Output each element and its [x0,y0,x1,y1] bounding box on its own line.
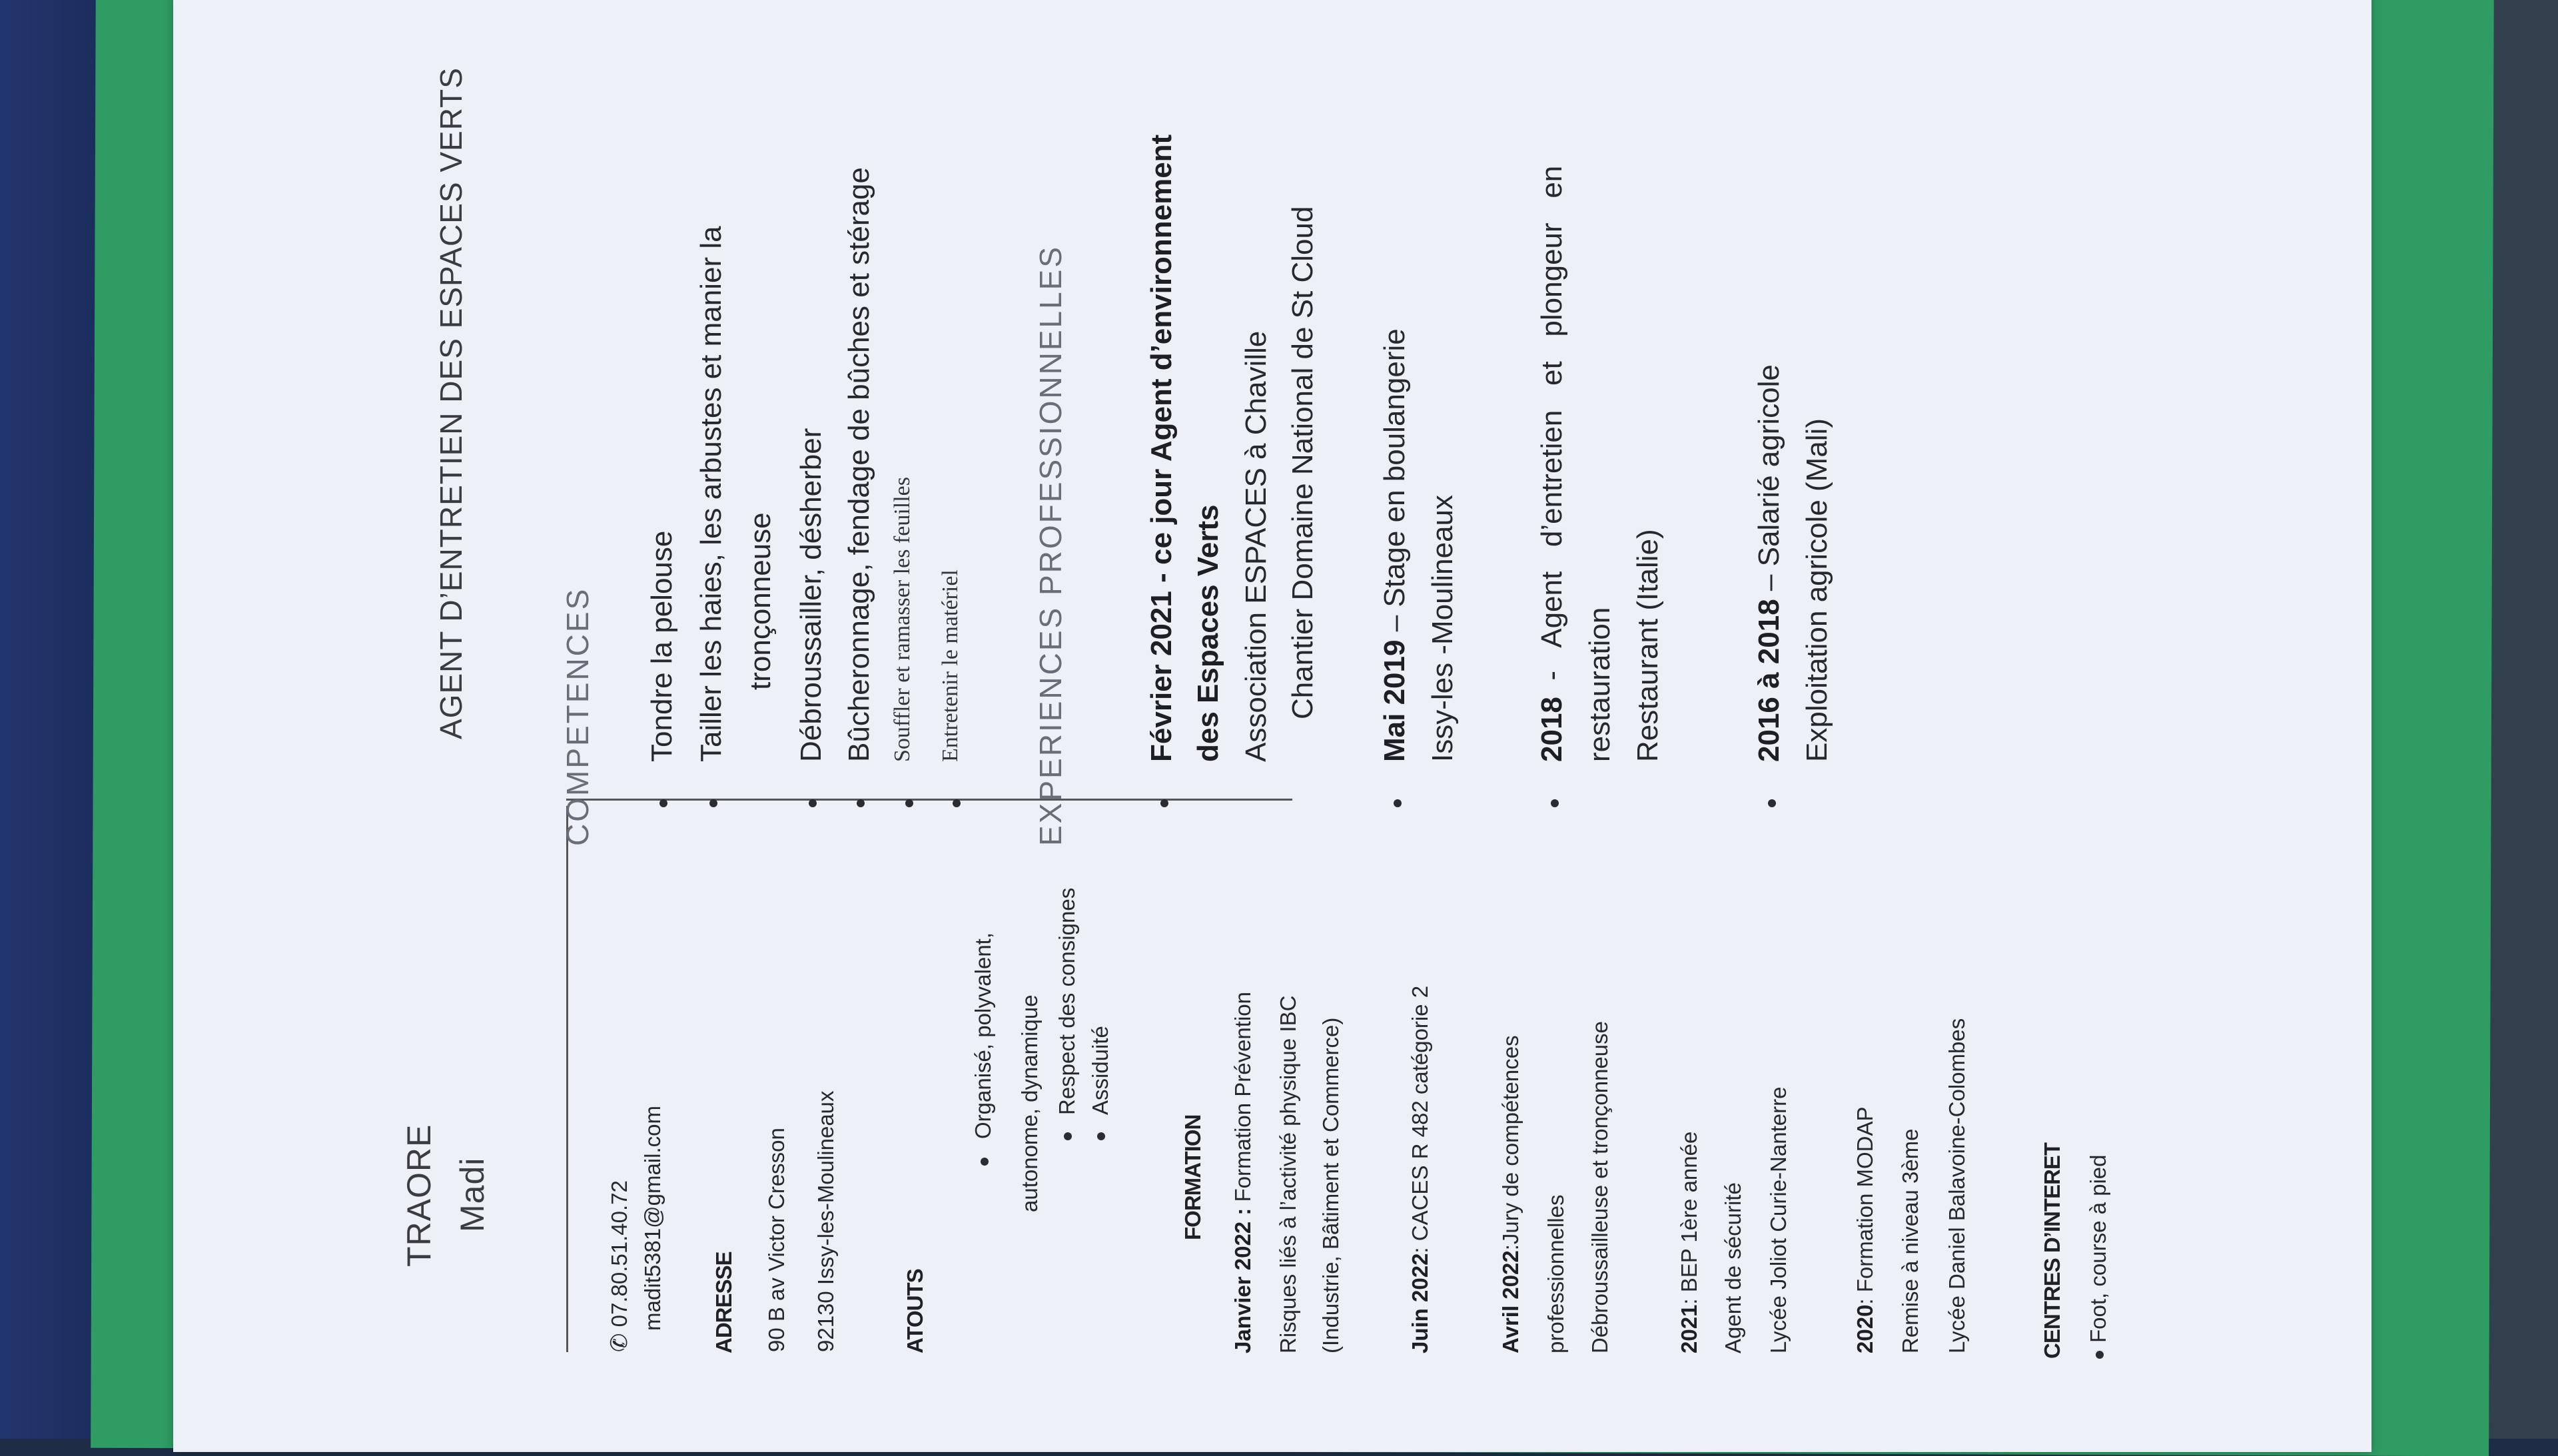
experience-1-title-line2: des Espaces Verts [1192,504,1224,762]
phone-number: 07.80.51.40.72 [607,1180,632,1327]
competences-heading: COMPETENCES [560,587,595,846]
experience-3-date: 2018 [1535,697,1568,762]
competence-1: Tondre la pelouse [645,530,678,762]
formation-1-line3: (Industrie, Bâtiment et Commerce) [1318,1017,1343,1353]
experience-4-line2: Exploitation agricole (Mali) [1801,418,1833,762]
address-line1: 90 B av Victor Cresson [764,1128,789,1352]
experience-1-line1 [1139,135,1184,762]
experience-2-title: – Stage en boulangerie [1378,328,1411,640]
bullet [1160,799,1168,807]
formation-heading: FORMATION [1180,1114,1205,1240]
experience-1-line4: Chantier Domaine National de St Cloud [1286,206,1319,719]
column-rule [566,799,1292,801]
phone-icon: ✆ [607,1333,632,1352]
formation-4-title: : BEP 1ère année [1677,1131,1701,1305]
experiences-heading: EXPERIENCES PROFESSIONNELLES [1033,244,1068,846]
last-name: TRAORE [400,1124,438,1267]
header-rule [566,806,568,1352]
formation-1-title: Formation Prévention [1230,992,1255,1208]
competence-3: Débroussailler, désherber [795,428,827,762]
experience-2-line1 [1372,328,1418,762]
formation-2-title: : CACES R 482 catégorie 2 [1408,985,1432,1254]
competence-2-line1: Tailler les haies, les arbustes et manier la [695,226,727,762]
address-heading: ADRESSE [711,1252,736,1353]
experience-1-title-line1: Février 2021 - ce jour Agent d’environnement [1145,134,1178,762]
atouts-heading: ATOUTS [903,1269,927,1353]
job-title: AGENT D’ENTRETIEN DES ESPACES VERTS [434,67,468,739]
bullet [1097,1132,1105,1140]
atout-1-line1: Organisé, polyvalent, [971,932,995,1139]
atout-2: Respect des consignes [1055,887,1079,1115]
atout-1-line2: autonome, dynamique [1017,994,1042,1212]
bullet [1768,799,1776,807]
formation-3-title: :Jury de compétences [1498,1035,1523,1251]
bullet [709,799,717,807]
bullet [1394,799,1402,807]
formation-1-date: Janvier 2022 : [1230,1208,1255,1353]
interest-1: Foot, course à pied [2086,1154,2110,1343]
formation-1-line1 [1230,992,1256,1353]
formation-3-date: Avril 2022 [1498,1250,1523,1353]
experience-4-date: 2016 à 2018 [1753,599,1785,762]
experience-2-line2: Issy-les -Moulineaux [1426,494,1459,762]
formation-4-line1 [1676,1132,1703,1353]
address-line2: 92130 Issy-les-Moulineaux [813,1090,838,1352]
competence-5: Souffler et ramasser les feuilles [890,476,915,762]
formation-4-line2: Agent de sécurité [1721,1182,1745,1353]
bullet [2096,1351,2104,1359]
experience-2-date: Mai 2019 [1378,639,1411,762]
experience-1-line3: Association ESPACES à Chaville [1240,330,1272,762]
bullet [659,799,667,807]
formation-5-line2: Remise à niveau 3ème [1898,1128,1922,1353]
experience-1-line2 [1186,505,1231,762]
competence-6: Entretenir le matériel [938,569,963,762]
cv-sheet [173,0,2371,1452]
bullet [809,799,817,807]
experience-3-title: - Agent d’entretien et plongeur en [1535,165,1568,697]
formation-4-date: 2021 [1677,1304,1701,1353]
first-name: Madi [454,1157,491,1232]
competence-4: Bûcheronnage, fendage de bûches et stérage [843,167,875,762]
phone-row [606,1180,634,1352]
formation-3-line2: professionnelles [1543,1194,1568,1353]
bullet [1551,799,1559,807]
formation-5-date: 2020 [1853,1304,1877,1353]
formation-3-line1 [1497,1035,1524,1353]
formation-4-line3: Lycée Joliot Curie-Nanterre [1766,1086,1791,1353]
experience-3-line1 [1529,166,1575,762]
formation-1-line2: Risques liés à l’activité physique IBC [1276,995,1300,1353]
cv-document [173,0,2371,1452]
formation-2-date: Juin 2022 [1408,1253,1432,1353]
formation-5-line3: Lycée Daniel Balavoine-Colombes [1944,1018,1969,1353]
formation-5-line1 [1852,1107,1879,1354]
experience-3-line2: restauration [1583,607,1616,762]
bullet [1064,1132,1072,1140]
experience-4-line1 [1747,364,1792,762]
email: madit5381@gmail.com [640,1106,665,1331]
formation-5-title: : Formation MODAP [1853,1106,1877,1305]
formation-2 [1407,986,1434,1353]
competence-2-line2: tronçonneuse [744,512,777,690]
atout-3: Assiduité [1088,1026,1112,1115]
bullet [953,799,961,807]
experience-3-line3: Restaurant (Italie) [1631,529,1664,762]
bullet [857,799,865,807]
interests-heading: CENTRES D’INTERET [2040,1142,2064,1359]
experience-4-title: – Salarié agricole [1753,364,1785,599]
bullet [981,1158,989,1166]
bullet [905,799,913,807]
formation-3-line3: Débroussailleuse et tronçonneuse [1587,1021,1612,1353]
